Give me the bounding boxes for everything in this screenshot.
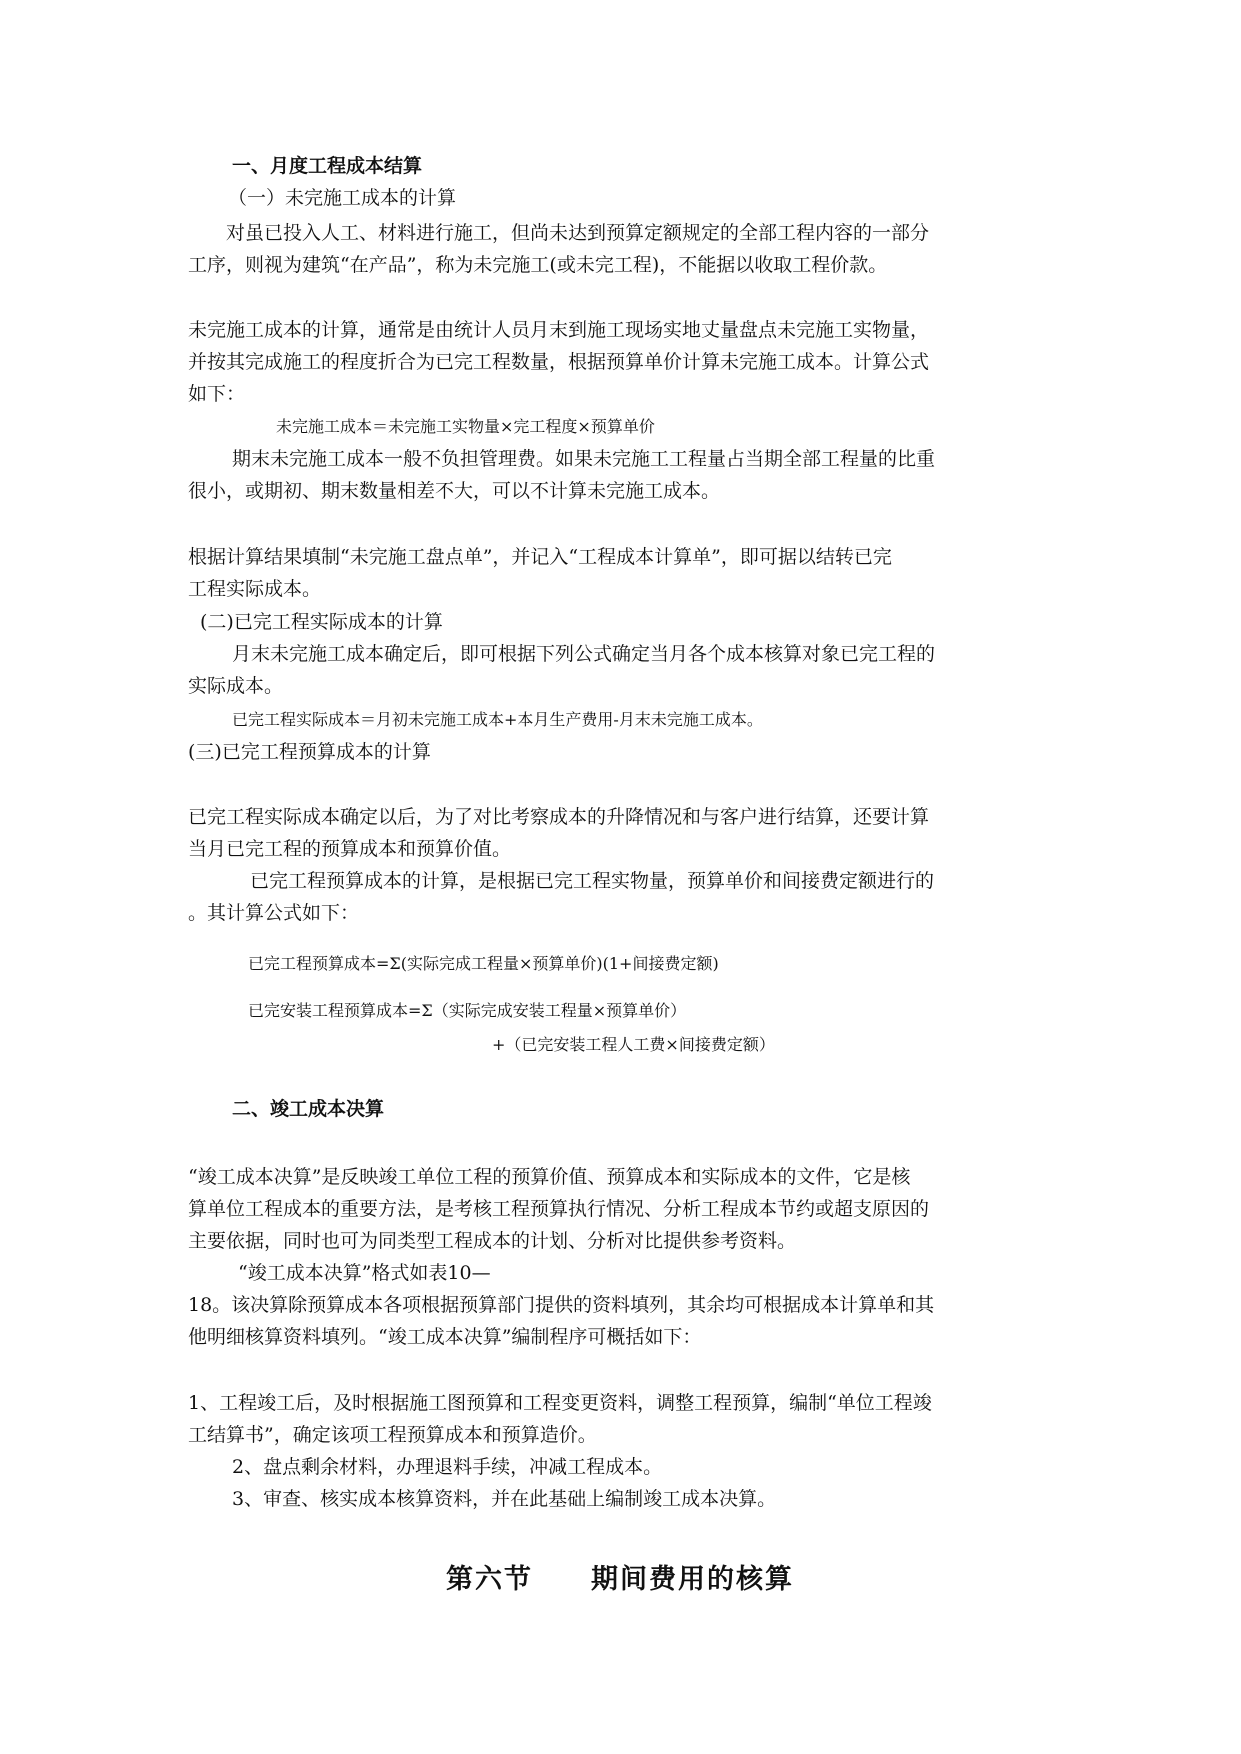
section-2-paragraph-2-line-2: 18。该决算除预算成本各项根据预算部门提供的资料填列，其余均可根据成本计算单和其 (188, 1294, 935, 1316)
paragraph-3-line-2: 很小，或期初、期末数量相差不大，可以不计算未完施工成本。 (188, 480, 721, 502)
formula-budget-cost: 已完工程预算成本=Σ(实际完成工程量×预算单价)(1+间接费定额) (248, 954, 719, 973)
subsection-3-title: (三)已完工程预算成本的计算 (188, 741, 431, 763)
formula-unfinished-cost: 未完施工成本＝未完施工实物量×完工程度×预算单价 (276, 417, 655, 436)
paragraph-2-line-3: 如下： (188, 383, 246, 405)
paragraph-3-line-1: 期末未完施工成本一般不负担管理费。如果未完施工工程量占当期全部工程量的比重 (232, 448, 936, 470)
step-1-line-2: 工结算书”，确定该项工程预算成本和预算造价。 (188, 1424, 597, 1446)
section-2-paragraph-2-line-3: 他明细核算资料填列。“竣工成本决算”编制程序可概括如下： (188, 1326, 702, 1348)
step-2: 2、盘点剩余材料，办理退料手续，冲减工程成本。 (232, 1456, 663, 1478)
section-6-title: 第六节 期间费用的核算 (446, 1564, 794, 1595)
section-2-heading: 二、竣工成本决算 (232, 1098, 385, 1120)
section-2-paragraph-1-line-3: 主要依据，同时也可为同类型工程成本的计划、分析对比提供参考资料。 (188, 1230, 797, 1252)
subsection-1-title: （一）未完施工成本的计算 (228, 187, 457, 209)
section-2-paragraph-1-line-2: 算单位工程成本的重要方法，是考核工程预算执行情况、分析工程成本节约或超支原因的 (188, 1198, 930, 1220)
paragraph-4-line-2: 工程实际成本。 (188, 578, 322, 600)
paragraph-2-line-2: 并按其完成施工的程度折合为已完工程数量，根据预算单价计算未完施工成本。计算公式 (188, 351, 930, 373)
paragraph-5-line-2: 实际成本。 (188, 675, 284, 697)
section-1-heading: 一、月度工程成本结算 (232, 155, 423, 177)
paragraph-6-line-2: 当月已完工程的预算成本和预算价值。 (188, 838, 512, 860)
section-2-paragraph-2-line-1: “竣工成本决算”格式如表10— (238, 1262, 491, 1284)
formula-install-budget-cost: 已完安装工程预算成本=Σ（实际完成安装工程量×预算单价） (248, 1001, 687, 1020)
paragraph-7-line-2: 。其计算公式如下： (188, 902, 360, 924)
formula-install-budget-cost-continued: +（已完安装工程人工费×间接费定额） (492, 1035, 775, 1054)
subsection-2-title: (二)已完工程实际成本的计算 (200, 611, 443, 633)
formula-actual-cost: 已完工程实际成本＝月初未完施工成本+本月生产费用-月末未完施工成本。 (232, 710, 763, 729)
paragraph-1-line-1: 对虽已投入人工、材料进行施工，但尚未达到预算定额规定的全部工程内容的一部分 (226, 222, 930, 244)
paragraph-5-line-1: 月末未完施工成本确定后，即可根据下列公式确定当月各个成本核算对象已完工程的 (232, 643, 936, 665)
paragraph-6-line-1: 已完工程实际成本确定以后，为了对比考察成本的升降情况和与客户进行结算，还要计算 (188, 806, 930, 828)
paragraph-7-line-1: 已完工程预算成本的计算，是根据已完工程实物量，预算单价和间接费定额进行的 (250, 870, 935, 892)
paragraph-4-line-1: 根据计算结果填制“未完施工盘点单”，并记入“工程成本计算单”，即可据以结转已完 (188, 546, 892, 568)
step-3: 3、审查、核实成本核算资料，并在此基础上编制竣工成本决算。 (232, 1488, 777, 1510)
step-1-line-1: 1、工程竣工后，及时根据施工图预算和工程变更资料，调整工程预算，编制“单位工程竣 (188, 1392, 932, 1414)
paragraph-1-line-2: 工序，则视为建筑“在产品”，称为未完施工(或未完工程)，不能据以收取工程价款。 (188, 254, 888, 276)
section-2-paragraph-1-line-1: “竣工成本决算”是反映竣工单位工程的预算价值、预算成本和实际成本的文件，它是核 (188, 1166, 911, 1188)
paragraph-2-line-1: 未完施工成本的计算，通常是由统计人员月末到施工现场实地丈量盘点未完施工实物量， (188, 319, 930, 341)
